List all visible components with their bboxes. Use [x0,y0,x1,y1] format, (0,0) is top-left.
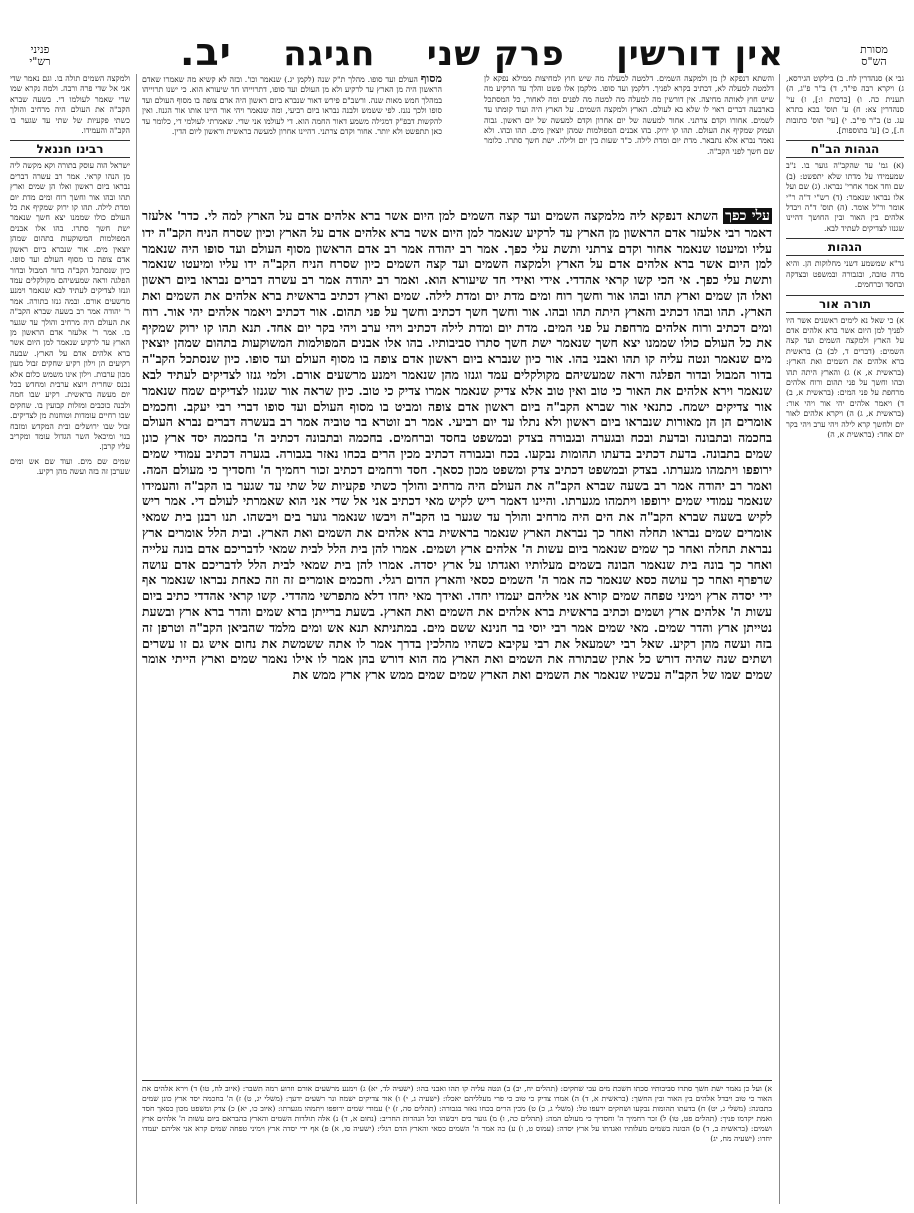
masoret-label: מסורת הש"ס [860,43,888,68]
folio-number: יב. [180,30,232,74]
rashi-commentary: והשתא דנפקא לן מן ולמקצה השמים. דלמטה למעלה מה שיש חוץ למחיצות ממילא נפקא לן דלמטה למעלה לא, דכתיב בקרא לפניך. דלקמן ועד סופו. מלקמן אלו פשט והלך עד הרקיע מה שיש חוץ לאותה מחיצה. אין דורשין מה למעלה מה למטה מה לפנים ומה לאחור, כל המסתכל בארבעה דברים ראוי לו שלא בא לעולם. הארץ ולמקצה השמים. על הארץ היה ועוד קומתו עד לשמים. אחורו וקדם צרתני. אחור למעשה של יום אחרון וקדם למעשה של יום ראשון. גבוה ועמוק שמקיף את העולם. תהו קו ירוק. בהו אבנים המפולמות שמהן יוצאין מים. תהו ובהו. ולא נאמר נברא אלא נתבאר. מדת יום ומדת לילה. כ"ד שעות בין יום ולילה. ישת חשך סתרו. כלומר שם חשך לפני הקב"ה. [484,74,774,156]
torah-or-title: תורה אור [786,295,904,313]
title-chapter: פרק שני [426,34,565,74]
title-tractate: אין דורשין [616,34,784,74]
hagahot-bach-title: הגהות הב"ח [786,140,904,158]
left-margin-column [10,74,130,1204]
verse-references: א) ועל כן נאמר ישת חשך סתרו סביבותיו סכתו חשכת מים עבי שחקים: (תהלים יח, יב) ב) ונטה עליה קו תהו ואבני בהו: (ישעיה לד, יא) ג) וימנע מרשעים אורם וזרוע רמה תשבר: (איוב לח, טו) ד) וירא אלהים את האור כי טוב ויבדל אלהים בין האור ובין החשך: (בראשית א, ד) ה) אמרו צדיק כי טוב כי פרי מעלליהם יאכלו: (ישעיה ג, י) ו) אור צדיקים ישמח ונר רשעים ידעך: (משלי יג, ט) ז) ה' בחכמה יסד ארץ כונן שמים בתבונה: (משלי ג, יט) ח) בדעתו תהומות נבקעו ושחקים ירעפו טל: (משלי ג, כ) ט) מכין הרים בכחו נאזר בגבורה: (תהלים סה, ז) י) עמודי שמים ירופפו ויתמהו מגערתו: (איוב כו, יא) כ) צדק ומשפט מכון כסאך חסד ואמת יקדמו פניך: (תהלים פט, טו) ל) זכר רחמיך ה' וחסדיך כי מעולם המה: (תהלים כה, ו) מ) גוער בים ויבשהו וכל הנהרות החריב: (נחום א, ד) נ) אלה תולדות השמים והארץ בהבראם ביום עשות ה' אלהים ארץ ושמים: (בראשית ב, ד) ס) הבונה בשמים מעלותיו ואגדתו על ארץ יסדה: (עמוס ט, ו) ע) כה אמר ה' השמים כסאי והארץ הדם רגלי: (ישעיה סו, א) פ) אף ידי יסדה ארץ וימיני טפחה שמים קרא אני אליהם יעמדו יחדו: (ישעיה מח, יג) [142,1080,772,1204]
page-header [10,8,904,72]
right-margin-column [786,74,904,1204]
torah-or-text: א) כי שאל נא לימים ראשנים אשר היו לפניך למן היום אשר ברא אלהים אדם על הארץ ולמקצה השמים ועד קצה השמים: (דברים ד, לב) ב) בראשית ברא אלהים את השמים ואת הארץ: (בראשית א, א) ג) והארץ היתה תהו ובהו וחשך על פני תהום ורוח אלהים מרחפת על פני המים: (בראשית א, ב) ד) ויאמר אלהים יהי אור ויהי אור: (בראשית א, ג) ה) ויקרא אלהים לאור יום ולחשך קרא לילה ויהי ערב ויהי בקר יום אחד: (בראשית א, ה) [786,315,904,439]
running-title [180,30,784,74]
gemara-lead-word: עלי כפך [725,208,770,224]
hagahot-bach-text: (א) גמ' עד שהקב"ה גוער בו. נ"ב שמעמידו על מדתו שלא יתפשט: (ב) שם וחד אמר אחרי' נבראו. (ג) שם ועל אלו נבראו שנאמר: (ד) רש"י ד"ה ר"י אומר ור"ל אומר. (ה) תוס' ד"ה ויבדל אלהים בין האור ובין החושך דהיינו שגנזו לצדיקים לעתיד לבא. [786,161,904,233]
divider-right [779,74,780,1204]
tosafot-text: העולם ועד סופו. מהלך ת"ק שנה (לקמן יג.) שנאמר וכו'. ובזה לא קשיא מה שאמרו שאדם הראשון היה מן הארץ עד לרקיע ולא מן העולם ועד סופו, דתרוייהו חד שיעורא הוא. כי ישנו תרוייהו במהלך חמש מאות שנה. ורשב"ם פירש דאור שנברא ביום ראשון היה אדם צופה בו מסוף העולם ועד סופו ולכך נגנז. לפי ששמש ולבנה נבראו ביום רביעי, ומה שנאמר ויהי אור היינו אותו אור הגנוז. ואין להקשות דבפ"ק דמגילה משמע דאור החמה הוא. די לעולמו אני שדי. שאמרתי לעולמי די, כלומר עד כאן תתפשט ולא יותר. אחור וקדם צרתני. דהיינו אחרון למעשה בראשית וראשון ליום הדין. [142,75,442,137]
rabbeinu-chananel-text: ישראל הוה עוסק בתורה וקא מקשה ליה מן הנהו קראי. אמר רב עשרה דברים נבראו ביום ראשון ואלו הן שמים וארץ תהו ובהו אור וחשך רוח ומים מדת יום ומדת לילה. תהו קו ירוק שמקיף את כל העולם כולו שממנו יצא חשך שנאמר ישת חשך סתרו. בהו אלו אבנים המפולמות המשוקעות בתהום שמהן יוצאין מים. אור שנברא ביום ראשון אדם צופה בו מסוף העולם ועד סופו. כיון שנסתכל הקב"ה בדור המבול ובדור הפלגה וראה שמעשיהם מקולקלים עמד וגנזו לצדיקים לעתיד לבא שנאמר וימנע מרשעים אורם. ובמה גנזו בתורה. אמר ר' יהודה אמר רב בשעה שברא הקב"ה את העולם היה מרחיב והולך עד שגער בו. אמר ר' אלעזר אדם הראשון מן הארץ עד לרקיע שנאמר למן היום אשר ברא אלהים אדם על הארץ. שבעה רקיעים הן וילון רקיע שחקים זבול מעון מכון ערבות. וילון אינו משמש כלום אלא נכנס שחרית ויוצא ערבית ומחדש בכל יום מעשה בראשית. רקיע שבו חמה ולבנה כוכבים ומזלות קבועין בו. שחקים שבו רחיים עומדות וטוחנות מן לצדיקים. זבול שבו ירושלים ובית המקדש ומזבח בנוי ומיכאל השר הגדול עומד ומקריב עליו קרבן. [10,161,130,452]
pninei-rashi-text: ולמקצה השמים תולה בו. וגם נאמר שדי אני אל שדי פרה ורבה. ולמה נקרא שמו שדי שאמר לעולמו די. בשעה שברא הקב"ה את העולם היה מרחיב והולך כשתי פקעיות של שתי עד שגער בו הקב"ה והעמידו. [10,74,130,136]
title-masechet: חגיגה [283,34,376,74]
tosafot-heading: מסוף [420,74,442,85]
rabbeinu-chananel-title: רבינו חננאל [10,140,130,158]
pninei-rashi-label: פניני רש"י [29,43,51,68]
left-margin-note: שמים שם מים. ועוד שם אש ומים שערבן זה בזה ועשה מהן רקיע. [10,456,130,477]
hagahot-title: הגהות [786,238,904,256]
gemara-body: השתא דנפקא ליה מלמקצה השמים ועד קצה השמים למן היום אשר ברא אלהים אדם על הארץ למה לי. כדר' אלעזר דאמר רבי אלעזר אדם הראשון מן הארץ עד לרקיע שנאמר למן היום אשר ברא אלהים אדם על הארץ וכיון שסרח הניח הקב"ה ידו עליו ומיעטו שנאמר אחור וקדם צרתני ותשת עלי כפך. אמר רב יהודה אמר רב אדם הראשון מסוף העולם ועד סופו היה שנאמר למן היום אשר ברא אלהים אדם על הארץ ולמקצה השמים ועד קצה השמים כיון שסרח הניח הקב"ה ידו עליו ומיעטו שנאמר ותשת עלי כפך. אי הכי קשו קראי אהדדי. אידי ואידי חד שיעורא הוא. ואמר רב יהודה אמר רב עשרה דברים נבראו ביום ראשון ואלו הן שמים וארץ תהו ובהו אור וחשך רוח ומים מדת יום ומדת לילה. שמים וארץ דכתיב בראשית ברא אלהים את השמים ואת הארץ. תהו ובהו דכתיב והארץ היתה תהו ובהו. אור וחשך חשך דכתיב וחשך על פני תהום. אור דכתיב ויאמר אלהים יהי אור. רוח ומים דכתיב ורוח אלהים מרחפת על פני המים. מדת יום ומדת לילה דכתיב ויהי ערב ויהי בקר יום אחד. תנא תהו קו ירוק שמקיף את כל העולם כולו שממנו יצא חשך שנאמר ישת חשך סתרו סביבותיו. בהו אלו אבנים המפולמות המשוקעות בתהום שמהן יוצאין מים שנאמר ונטה עליה קו תהו ואבני בהו. אור כיון שנברא ביום ראשון אדם צופה בו מסוף העולם ועד סופו. כיון שנסתכל הקב"ה בדור המבול ובדור הפלגה וראה שמעשיהם מקולקלים עמד וגנזו מהן שנאמר וימנע מרשעים אורם. ולמי גנזו לצדיקים לעתיד לבא שנאמר וירא אלהים את האור כי טוב ואין טוב אלא צדיק שנאמר אמרו צדיק כי טוב. כיון שראה אור שגנזו לצדיקים שמח שנאמר אור צדיקים ישמח. כתנאי אור שברא הקב"ה ביום ראשון אדם צופה ומביט בו מסוף העולם ועד סופו דברי רבי יעקב. וחכמים אומרים הן הן מאורות שנבראו ביום ראשון ולא נתלו עד יום רביעי. אמר רב זוטרא בר טוביה אמר רב בעשרה דברים נברא העולם בחכמה ובתבונה ובדעת ובכח ובגערה ובגבורה בצדק ובמשפט בחסד וברחמים. בחכמה ובתבונה דכתיב ה' בחכמה יסד ארץ כונן שמים בתבונה. בדעת דכתיב בדעתו תהומות נבקעו. בכח ובגבורה דכתיב מכין הרים בכחו נאזר בגבורה. בגערה דכתיב עמודי שמים ירופפו ויתמהו מגערתו. בצדק ובמשפט דכתיב צדק ומשפט מכון כסאך. חסד ורחמים דכתיב זכור רחמיך ה' וחסדיך כי מעולם המה. ואמר רב יהודה אמר רב בשעה שברא הקב"ה את העולם היה מרחיב והולך כשתי פקעיות של שתי עד שגער בו הקב"ה והעמידו שנאמר עמודי שמים ירופפו ויתמהו מגערתו. והיינו דאמר ריש לקיש מאי דכתיב אני אל שדי אני הוא שאמרתי לעולם די. אמר ריש לקיש בשעה שברא הקב"ה את הים היה מרחיב והולך עד שגער בו הקב"ה ויבשו שנאמר גוער בים ויבשהו. תנו רבנן בית שמאי אומרים שמים נבראו תחלה ואחר כך נבראת הארץ שנאמר בראשית ברא אלהים את השמים ואת הארץ. ובית הלל אומרים ארץ נבראת תחלה ואחר כך שמים שנאמר ביום עשות ה' אלהים ארץ ושמים. אמרו להן בית הלל לבית שמאי לדבריכם אדם בונה עלייה ואחר כך בונה בית שנאמר הבונה בשמים מעלותיו ואגדתו על ארץ יסדה. אמרו להן בית שמאי לבית הלל לדבריכם אדם עושה שרפרף ואחר כך עושה כסא שנאמר כה אמר ה' השמים כסאי והארץ הדום רגלי. וחכמים אומרים זה וזה כאחת נבראו שנאמר אף ידי יסדה ארץ וימיני טפחה שמים קורא אני אליהם יעמדו יחדו. ואידך מאי יחדו דלא מתפרשי מהדדי. קשו קראי אהדדי כתיב ביום עשות ה' אלהים ארץ ושמים וכתיב בראשית ברא אלהים את השמים ואת הארץ. בשעת ברייתן ברא שמים והדר ברא ארץ ובשעת נטייתן ארץ והדר שמים. מאי שמים אמר רבי יוסי בר חנינא ששם מים. במתניתא תנא אש ומים מלמד שהביאן הקב"ה וטרפן זה בזה ועשה מהן רקיע. שאל רבי ישמעאל את רבי עקיבא כשהיו מהלכין בדרך אמר לו אתה ששמשת את נחום איש גם זו עשרים ושתים שנה שהיה דורש כל אתין שבתורה את השמים ואת הארץ מה הוא דורש בהן אמר לו אילו נאמר שמים וארץ הייתי אומר שמים שמו של הקב"ה עכשיו שנאמר את השמים ואת הארץ שמים שמים ממש ארץ ארץ ממש את [142,208,772,683]
divider-left [136,74,137,1204]
tosafot-commentary [142,74,442,202]
hagahot-text: גר"א שמשמע דשני מחלוקות הן. והיא מדה טובה, ובגבורה ובמשפט ובצדקה ובחסד וברחמים. [786,259,904,290]
gemara-main-text [142,208,772,1076]
masoret-hashas-text: גבי א) סנהדרין לח. ב) בילקוט הגירסא, ג) ויקרא רבה פי"ד, ד) ב"ר פ"ג, ה) תענית כה. ו) [ברכות ו:], ז) עי' סנהדרין צא: ח) ע' תוס' בבא בתרא עג. ט) ב"ר פי"ב. י) [עי' תוס' כתובות ח.], כ) [ע' בתוספות]. [786,74,904,136]
talmud-page [10,8,904,1204]
